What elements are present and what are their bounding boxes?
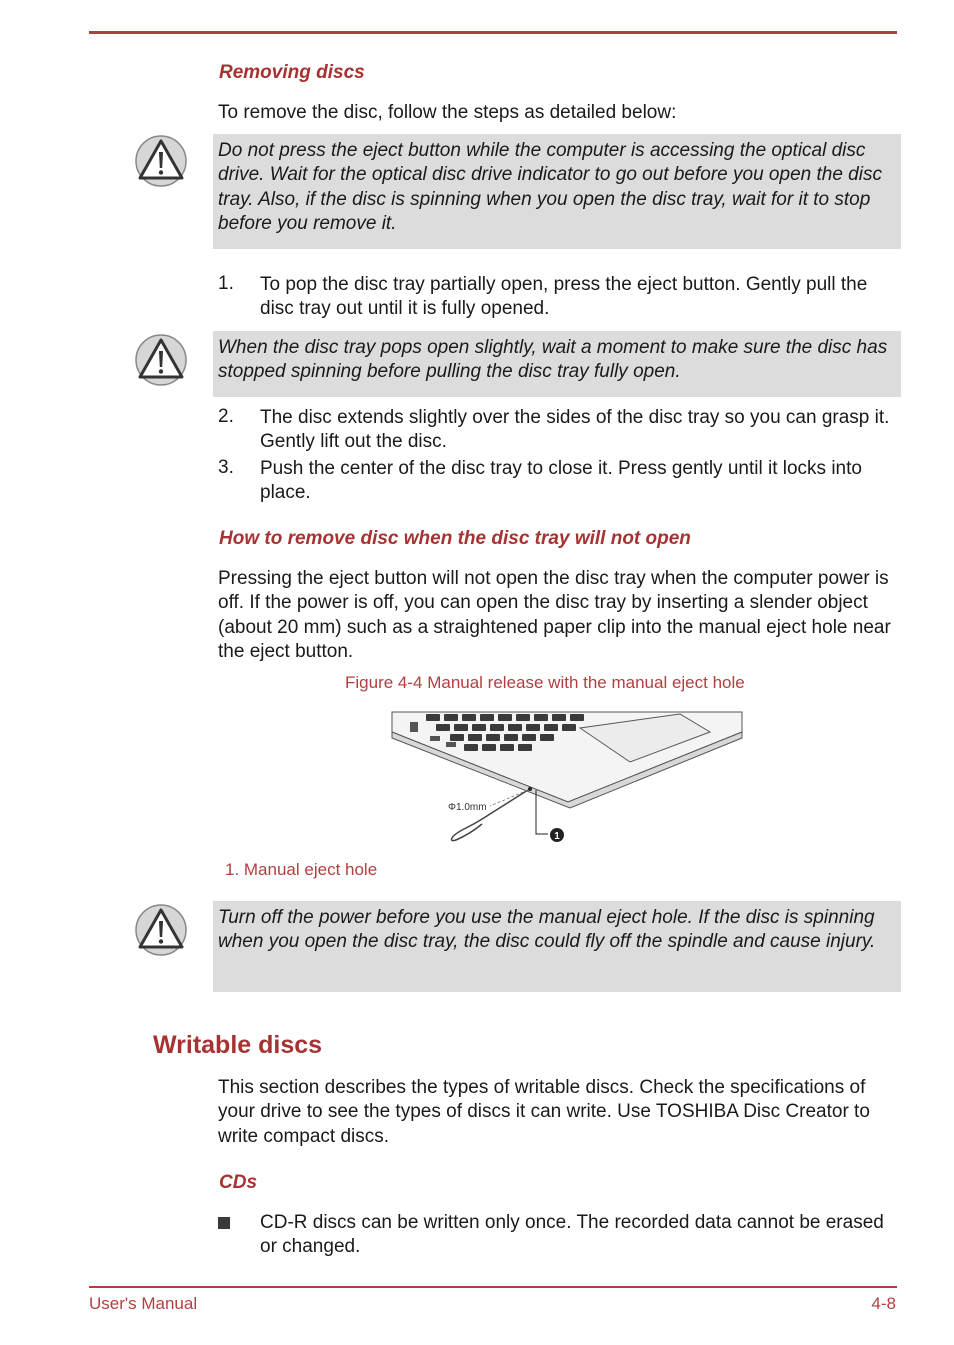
footer-rule — [89, 1286, 897, 1288]
warning-note-2: When the disc tray pops open slightly, wait a moment to make sure the disc has stopped spinning before pulling the disc tray fully open. — [213, 331, 901, 397]
heading-writable-discs: Writable discs — [153, 1031, 323, 1059]
intro-text: To remove the disc, follow the steps as detailed below: — [218, 102, 677, 123]
figure-callout-number: 1 — [554, 831, 560, 842]
footer-manual-name: User's Manual — [89, 1294, 198, 1313]
heading-disc-tray-will-not-open: How to remove disc when the disc tray will not open — [219, 528, 691, 549]
step-2: The disc extends slightly over the sides of the disc tray so you can grasp it. Gently lift out the disc. — [260, 407, 890, 453]
warning-note-3: Turn off the power before you use the manual eject hole. If the disc is spinning when you open the disc tray, the disc could fly off the spindle and cause injury. — [213, 901, 901, 992]
warning-note-1: Do not press the eject button while the computer is accessing the optical disc drive. Wait for the optical disc drive indicator to go out before you open the disc tray. Also, if the disc is spinning when you open the disc tray, wait for it to stop before you remove it. — [213, 134, 901, 249]
manual-eject-text: Pressing the eject button will not open the disc tray when the computer power is off. If the power is off, you can open the disc tray by inserting a slender object (about 20 mm) such as a straightened paper clip into the manual eject hole near the eject button. — [218, 568, 891, 662]
bullet-cd-r: CD-R discs can be written only once. The recorded data cannot be erased or changed. — [260, 1212, 884, 1258]
manual-eject-figure — [390, 710, 744, 848]
figure-dimension-label: Φ1.0mm — [448, 802, 487, 813]
step-number-1: 1. — [218, 273, 234, 294]
heading-removing-discs: Removing discs — [219, 62, 365, 83]
warning-icon — [134, 333, 188, 387]
heading-cds: CDs — [219, 1172, 258, 1193]
writable-discs-text: This section describes the types of writable discs. Check the specifications of your drive to see the types of discs it can write. Use TOSHIBA Disc Creator to write compact discs. — [218, 1077, 870, 1147]
figure-caption: Figure 4-4 Manual release with the manual eject hole — [345, 673, 745, 692]
warning-icon — [134, 134, 188, 188]
warning-icon — [134, 903, 188, 957]
step-3: Push the center of the disc tray to close it. Press gently until it locks into place. — [260, 458, 862, 504]
step-1: To pop the disc tray partially open, press the eject button. Gently pull the disc tray out until it is fully opened. — [260, 274, 868, 320]
footer-page-number: 4-8 — [871, 1294, 896, 1313]
figure-legend: 1. Manual eject hole — [225, 860, 378, 879]
bullet-square — [218, 1217, 230, 1229]
step-number-2: 2. — [218, 406, 234, 427]
step-number-3: 3. — [218, 457, 234, 478]
header-rule — [89, 31, 897, 34]
